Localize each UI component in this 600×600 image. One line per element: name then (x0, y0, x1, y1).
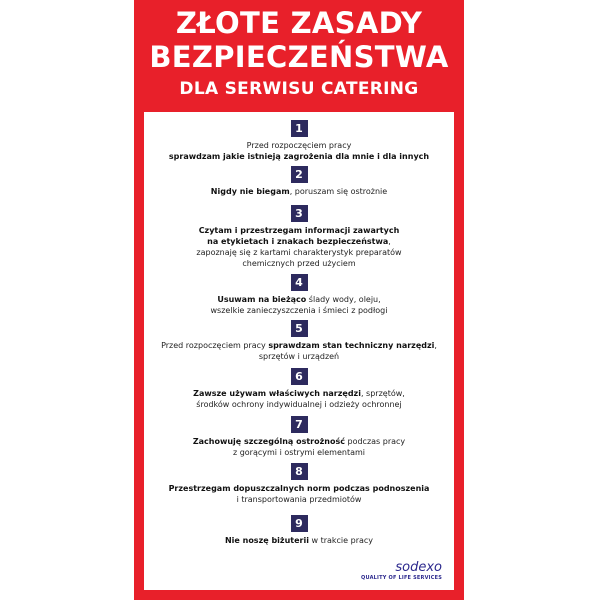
rule-text-bold: Przestrzegam dopuszczalnych norm podczas podnoszenia (168, 484, 430, 493)
rule-number-badge: 5 (291, 320, 308, 337)
rule-number-badge: 8 (291, 463, 308, 480)
rule-number-badge: 7 (291, 416, 308, 433)
rule-text-segment: wszelkie zanieczyszczenia i śmieci z podłogi (210, 306, 388, 315)
rule-number-badge: 9 (291, 515, 308, 532)
rule-text-bold: sprawdzam jakie istnieją zagrożenia dla mnie i dla innych (168, 152, 430, 161)
rule-text-segment: chemicznych przed użyciem (242, 259, 356, 268)
rule-text (144, 535, 454, 546)
rule-text-segment: , (388, 237, 391, 246)
rule-text-segment: sprzętów i urządzeń (258, 352, 340, 361)
rule-text-segment: , sprzętów, (360, 389, 405, 398)
rule-text-segment: zapoznaję się z kartami charakterystyk preparatów (196, 248, 402, 257)
rule-text (144, 388, 454, 410)
rule-item (144, 120, 454, 162)
title-line-2: BEZPIECZEŃSTWA (149, 40, 449, 74)
rule-text-bold: Nie noszę biżuterii (224, 536, 309, 545)
rule-item (144, 320, 454, 362)
safety-poster (134, 0, 464, 600)
rule-text (144, 436, 454, 458)
rule-item (144, 515, 454, 546)
rule-text-segment: , poruszam się ostrożnie (289, 187, 388, 196)
logo-tagline: QUALITY OF LIFE SERVICES (361, 575, 442, 581)
rule-text-segment: i transportowania przedmiotów (236, 495, 362, 504)
rule-text-bold: Zawsze używam właściwych narzędzi (193, 389, 361, 398)
rule-number-badge: 4 (291, 274, 308, 291)
title-line-1: ZŁOTE ZASADY (175, 6, 423, 40)
rule-text-segment: środków ochrony indywidualnej i odzieży ochronnej (196, 400, 402, 409)
rule-text-bold: na etykietach i znakach bezpieczeństwa (207, 237, 389, 246)
rule-text (144, 140, 454, 162)
rule-text (144, 294, 454, 316)
rule-text-segment: z gorącymi i ostrymi elementami (232, 448, 366, 457)
rule-item (144, 274, 454, 316)
rule-text-bold: Nigdy nie biegam (210, 187, 290, 196)
rule-number-badge: 3 (291, 205, 308, 222)
rule-text-segment: , (434, 341, 437, 350)
logo-wordmark: sodexo (395, 560, 442, 575)
rule-text-bold: Usuwam na bieżąco (217, 295, 307, 304)
rule-text (144, 483, 454, 505)
rule-text-bold: Zachowuję szczególną ostrożność (192, 437, 345, 446)
rule-text-segment: Przed rozpoczęciem pracy (246, 141, 352, 150)
poster-subtitle: DLA SERWISU CATERING (179, 79, 419, 99)
rule-item (144, 416, 454, 458)
rule-item (144, 205, 454, 269)
rule-number-badge: 2 (291, 166, 308, 183)
rules-panel (144, 112, 454, 590)
poster-header (134, 6, 464, 100)
rule-text-segment: ślady wody, oleju, (306, 295, 381, 304)
rule-text (144, 340, 454, 362)
rule-number-badge: 1 (291, 120, 308, 137)
rule-item (144, 368, 454, 410)
rule-text-segment: Przed rozpoczęciem pracy (161, 341, 269, 350)
rule-item (144, 166, 454, 197)
rule-text (144, 225, 454, 269)
rule-text-segment: w trakcie pracy (308, 536, 374, 545)
rule-text (144, 186, 454, 197)
rule-text-bold: Czytam i przestrzegam informacji zawartych (198, 226, 400, 235)
rule-text-segment: podczas pracy (344, 437, 406, 446)
rule-item (144, 463, 454, 505)
rule-text-bold: sprawdzam stan techniczny narzędzi (268, 341, 435, 350)
rule-number-badge: 6 (291, 368, 308, 385)
sodexo-logo (361, 561, 442, 582)
